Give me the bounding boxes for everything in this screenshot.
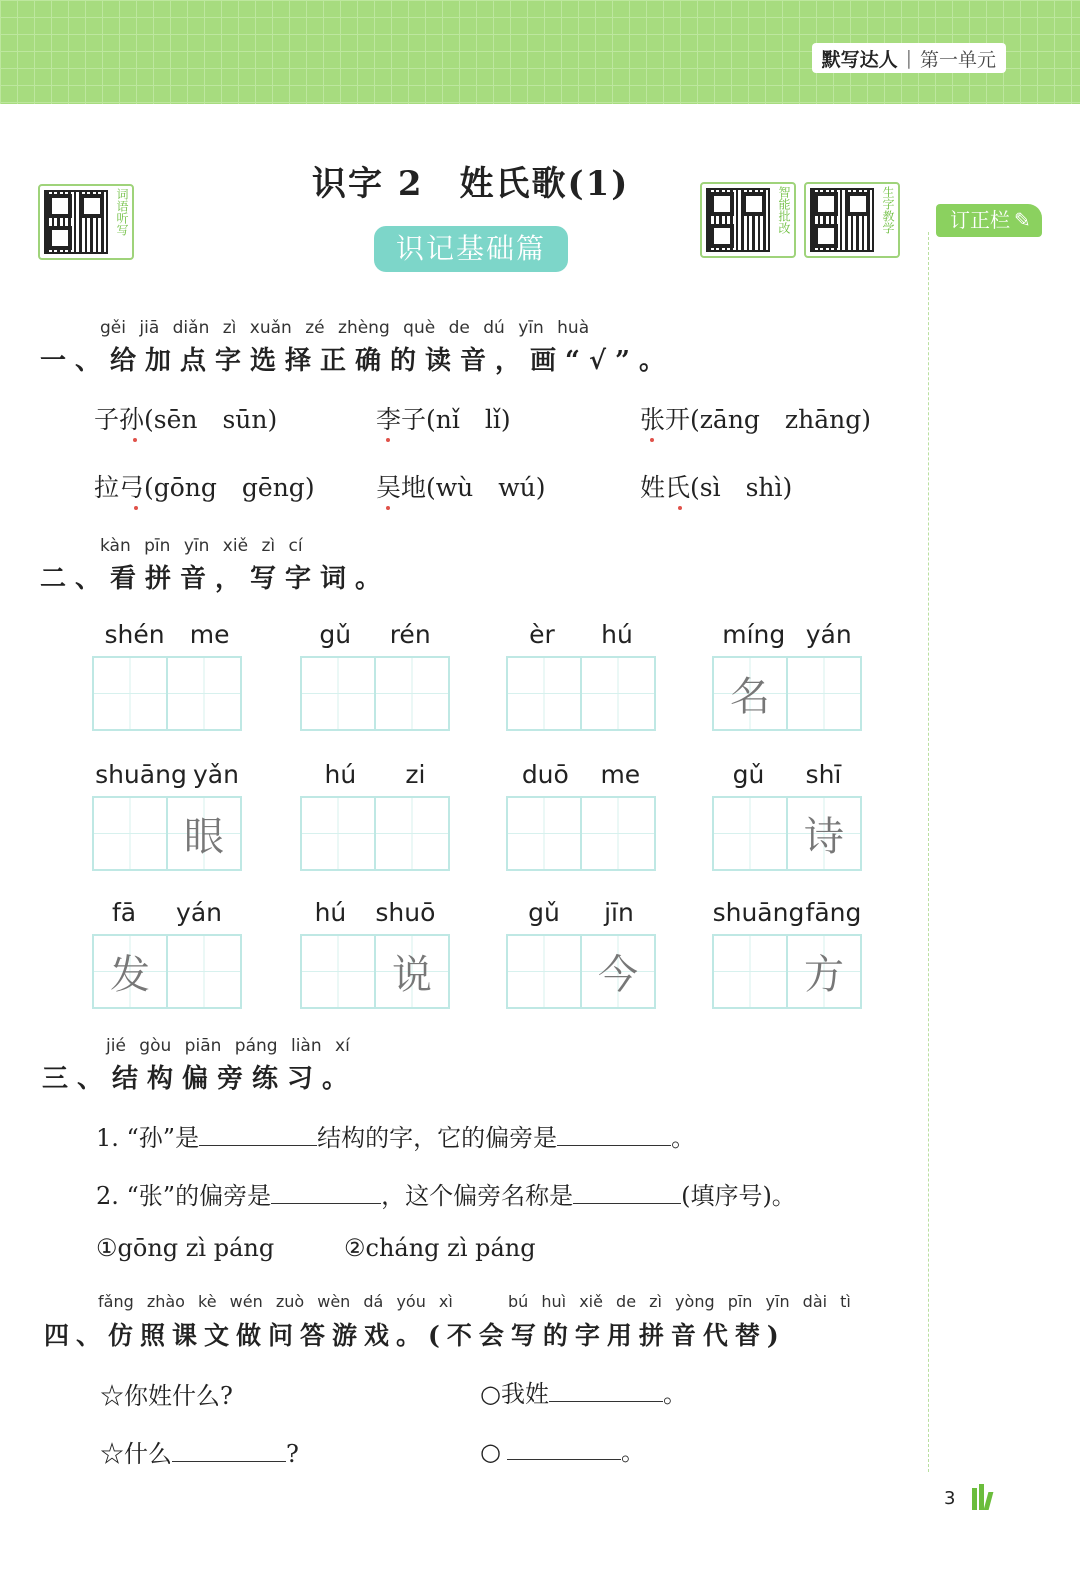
given-character	[376, 798, 448, 869]
writing-box[interactable]	[94, 936, 168, 1007]
brand-label: 默写达人	[821, 48, 898, 71]
pinyin-writing-group	[712, 898, 862, 1009]
a1-text-b: 。	[662, 1380, 687, 1408]
writing-box[interactable]	[302, 798, 376, 869]
qr-grading[interactable]	[700, 182, 796, 258]
pinyin-pair	[506, 760, 656, 796]
page-number: 3	[944, 1488, 956, 1509]
s1-item: 张开(zāng zhāng)	[640, 405, 871, 434]
writing-box[interactable]	[788, 798, 860, 869]
s4-question-2	[100, 1434, 299, 1469]
tianzige-pair	[92, 934, 242, 1009]
tianzige-pair	[506, 796, 656, 871]
answer-blank[interactable]	[573, 1179, 681, 1204]
pinyin-writing-group	[92, 620, 242, 731]
given-character	[94, 798, 166, 869]
emphasis-dot	[650, 438, 654, 442]
pinyin-pair	[712, 760, 862, 796]
pinyin-pair	[92, 760, 242, 796]
given-character	[302, 658, 374, 729]
qr-code-icon	[44, 190, 108, 254]
qr-teaching[interactable]	[804, 182, 900, 258]
given-character	[168, 936, 240, 1007]
writing-box[interactable]	[376, 658, 448, 729]
writing-box[interactable]	[788, 658, 860, 729]
given-character: 发	[110, 952, 150, 998]
pinyin-syllable: yán	[176, 898, 223, 927]
pencil-icon: ✎	[1014, 208, 1031, 232]
s3-question-1	[96, 1118, 695, 1153]
pinyin-syllable: gǔ	[528, 898, 560, 927]
q2-text-a: ☆什么	[100, 1440, 172, 1468]
writing-box[interactable]	[582, 658, 654, 729]
tianzige-pair	[712, 796, 862, 871]
pinyin-pair	[712, 898, 862, 934]
q1-text-a: 1. “孙”是	[96, 1124, 200, 1152]
pinyin-syllable: míng	[722, 620, 786, 649]
qr-code-icon	[810, 188, 874, 252]
q2-text-a: 2. “张”的偏旁是	[96, 1182, 272, 1210]
given-character	[508, 658, 580, 729]
section-pill: 识记基础篇	[374, 226, 568, 272]
s4-answer-1	[480, 1374, 687, 1409]
pinyin-writing-group	[506, 620, 656, 731]
given-character: 诗	[804, 814, 844, 860]
s2-heading: 二、看拼音，写字词。	[40, 564, 391, 594]
given-character: 今	[598, 952, 638, 998]
emphasis-dot	[386, 438, 390, 442]
pinyin-writing-group	[506, 760, 656, 871]
pinyin-syllable: hú	[601, 620, 633, 649]
s4-heading: 四、仿照课文做问答游戏。(不会写的字用拼音代替)	[44, 1321, 786, 1350]
header-band	[0, 0, 1080, 104]
s4-question-1: ☆你姓什么?	[100, 1382, 233, 1410]
writing-box[interactable]	[788, 936, 860, 1007]
q1-text-b: 结构的字，它的偏旁是	[317, 1124, 558, 1152]
pinyin-syllable: yán	[805, 620, 852, 649]
given-character: 说	[392, 952, 432, 998]
given-character	[168, 658, 240, 729]
pinyin-syllable: yǎn	[192, 760, 239, 789]
writing-box[interactable]	[714, 936, 788, 1007]
s4-pinyin-b: bú huì xiě de zì yòng pīn yīn dài tì	[508, 1292, 851, 1311]
writing-box[interactable]	[376, 798, 448, 869]
qr-dictation[interactable]	[38, 184, 134, 260]
answer-blank[interactable]	[507, 1435, 621, 1460]
given-character: 名	[730, 674, 770, 720]
pinyin-writing-group	[300, 760, 450, 871]
unit-label: 第一单元	[919, 48, 996, 71]
s2-pinyin: kàn pīn yīn xiě zì cí	[100, 536, 303, 556]
a2-text-a: ○	[480, 1438, 501, 1466]
writing-box[interactable]	[508, 798, 582, 869]
given-character	[302, 798, 374, 869]
qr-label: 生字教学	[881, 186, 895, 234]
qr-code-icon	[706, 188, 770, 252]
pinyin-writing-group	[712, 620, 862, 731]
s4-pinyin-a: fǎng zhào kè wén zuò wèn dá yóu xì	[98, 1292, 453, 1311]
pinyin-writing-group	[300, 620, 450, 731]
tianzige-pair	[300, 934, 450, 1009]
tianzige-pair	[300, 796, 450, 871]
writing-box[interactable]	[582, 936, 654, 1007]
answer-blank[interactable]	[549, 1377, 663, 1402]
pinyin-syllable: shī	[805, 760, 842, 789]
pinyin-syllable: jīn	[604, 898, 634, 927]
revise-label: 订正栏	[950, 208, 1010, 232]
tianzige-pair	[506, 656, 656, 731]
emphasis-dot	[386, 506, 390, 510]
s3-option-2: ②cháng zì páng	[344, 1234, 536, 1262]
given-character	[714, 936, 786, 1007]
pinyin-syllable: rén	[389, 620, 431, 649]
given-character	[376, 658, 448, 729]
s1-pinyin: gěi jiā diǎn zì xuǎn zé zhèng què de dú yīn huà	[100, 318, 590, 338]
s3-heading: 三、结构偏旁练习。	[42, 1064, 358, 1094]
pinyin-syllable: me	[600, 760, 641, 789]
books-icon	[972, 1484, 993, 1510]
pinyin-pair	[300, 898, 450, 934]
pinyin-syllable: gǔ	[319, 620, 352, 649]
pinyin-pair	[300, 620, 450, 656]
writing-box[interactable]	[714, 798, 788, 869]
given-character: 方	[804, 952, 844, 998]
q2-text-c: (填序号)。	[681, 1182, 796, 1210]
tianzige-pair	[712, 656, 862, 731]
given-character	[582, 658, 654, 729]
given-character	[582, 798, 654, 869]
pinyin-syllable: zi	[405, 760, 426, 789]
pinyin-syllable: shén	[104, 620, 165, 649]
s3-pinyin: jié gòu piān páng liàn xí	[106, 1036, 350, 1056]
answer-blank[interactable]	[172, 1437, 286, 1462]
s1-item: 子孙(sēn sūn)	[94, 405, 278, 434]
separator: |	[905, 47, 912, 69]
s3-option-1: ①gōng zì páng	[96, 1234, 275, 1262]
answer-blank[interactable]	[557, 1121, 671, 1146]
a2-text-b: 。	[620, 1438, 645, 1466]
pinyin-writing-group	[712, 760, 862, 871]
page-title: 识字 2 姓氏歌(1)	[312, 164, 630, 204]
qr-label: 智能批改	[777, 186, 791, 234]
s1-item: 拉弓(gōng gēng)	[94, 473, 315, 502]
pinyin-syllable: duō	[521, 760, 569, 789]
s1-item: 吴地(wù wú)	[376, 473, 546, 502]
pinyin-syllable: fā	[111, 898, 137, 927]
s1-item: 姓氏(sì shì)	[640, 473, 793, 502]
s1-item: 李子(nǐ lǐ)	[376, 405, 511, 434]
given-character	[508, 798, 580, 869]
pinyin-syllable: hú	[314, 898, 347, 927]
writing-box[interactable]	[302, 936, 376, 1007]
s3-question-2	[96, 1176, 796, 1211]
writing-box[interactable]	[94, 658, 168, 729]
pinyin-pair	[92, 898, 242, 934]
pinyin-syllable: èr	[529, 620, 555, 649]
qr-label: 词语听写	[115, 188, 129, 236]
writing-box[interactable]	[508, 658, 582, 729]
writing-box[interactable]	[582, 798, 654, 869]
given-character: 眼	[184, 814, 224, 860]
given-character	[302, 936, 374, 1007]
given-character	[508, 936, 580, 1007]
answer-blank[interactable]	[199, 1121, 317, 1146]
writing-box[interactable]	[508, 936, 582, 1007]
given-character	[714, 798, 786, 869]
pinyin-writing-group	[300, 898, 450, 1009]
given-character	[94, 658, 166, 729]
given-character	[788, 658, 860, 729]
q2-text-b: ，这个偏旁名称是	[381, 1182, 574, 1210]
pinyin-writing-group	[506, 898, 656, 1009]
writing-box[interactable]	[168, 658, 240, 729]
pinyin-pair	[712, 620, 862, 656]
pinyin-syllable: shuāng	[95, 760, 187, 789]
tianzige-pair	[712, 934, 862, 1009]
pinyin-syllable: gǔ	[732, 760, 765, 789]
emphasis-dot	[134, 506, 138, 510]
tianzige-pair	[300, 656, 450, 731]
writing-box[interactable]	[94, 798, 168, 869]
emphasis-dot	[678, 506, 682, 510]
pinyin-syllable: fāng	[805, 898, 862, 927]
writing-box[interactable]	[376, 936, 448, 1007]
pinyin-writing-group	[92, 760, 242, 871]
pinyin-pair	[300, 760, 450, 796]
q1-text-c: 。	[671, 1124, 696, 1152]
writing-box[interactable]	[302, 658, 376, 729]
pinyin-syllable: shuāng	[712, 898, 805, 927]
q2-text-b: ?	[286, 1440, 299, 1468]
pinyin-pair	[92, 620, 242, 656]
pinyin-syllable: hú	[324, 760, 357, 789]
header-tag	[812, 43, 1006, 73]
pinyin-pair	[506, 898, 656, 934]
writing-box[interactable]	[168, 936, 240, 1007]
pinyin-syllable: shuō	[375, 898, 436, 927]
pinyin-pair	[506, 620, 656, 656]
writing-box[interactable]	[714, 658, 788, 729]
pinyin-writing-group	[92, 898, 242, 1009]
a1-text-a: ○我姓	[480, 1380, 549, 1408]
s1-heading: 一、给加点字选择正确的读音，画“√”。	[40, 346, 674, 376]
emphasis-dot	[133, 438, 137, 442]
pinyin-syllable: me	[189, 620, 230, 649]
tianzige-pair	[92, 656, 242, 731]
s4-answer-2	[480, 1432, 645, 1467]
answer-blank[interactable]	[271, 1179, 381, 1204]
tianzige-pair	[92, 796, 242, 871]
writing-box[interactable]	[168, 798, 240, 869]
revise-column-tab	[936, 204, 1042, 237]
tianzige-pair	[506, 934, 656, 1009]
revise-divider	[928, 232, 929, 1472]
